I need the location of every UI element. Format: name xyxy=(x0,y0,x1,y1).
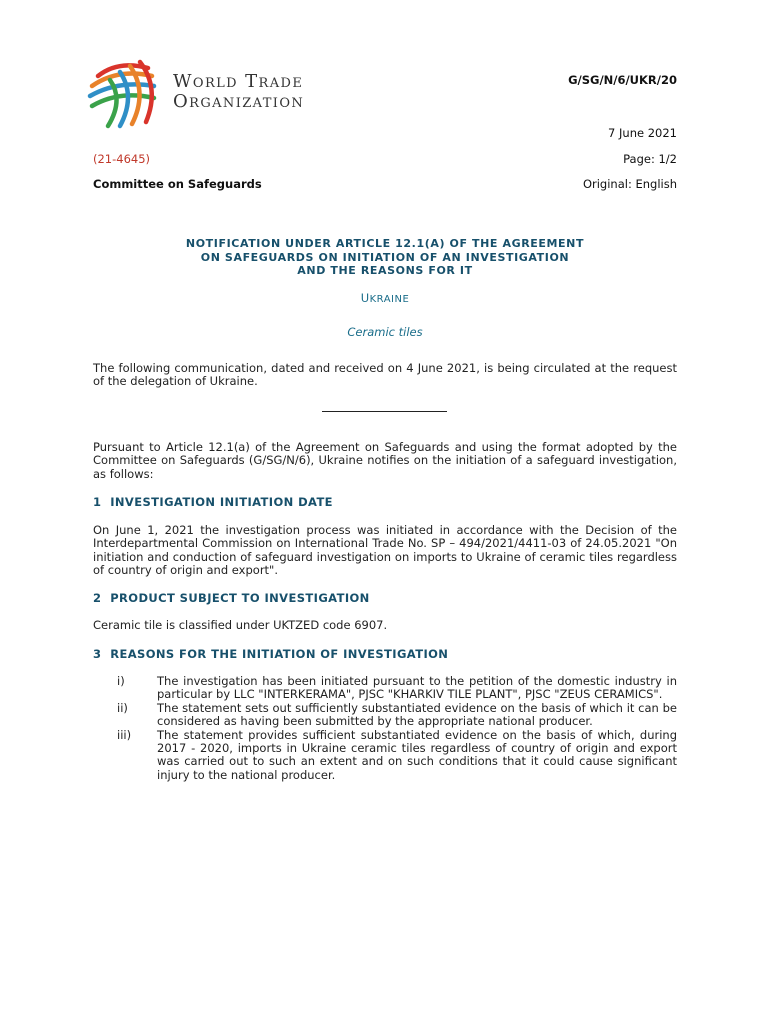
title-line3: AND THE REASONS FOR IT xyxy=(297,264,473,277)
separator-line xyxy=(322,411,447,412)
list-item-text: The investigation has been initiated pursuant to the petition of the domestic industry in particular by LLC "INTERKERAMA", PJSC "KHARKIV TILE PLANT", PJSC "ZEUS CERAMICS". xyxy=(157,674,677,702)
organization-name xyxy=(173,72,304,112)
list-item xyxy=(93,702,677,729)
section1-paragraph: On June 1, 2021 the investigation process was initiated in accordance with the Decision of the Interdepartmental Commission on International Trade No. SP – 494/2021/4411-03 of 24.05.2021 "On initiation and conduction of safeguard investigation on imports to Ukraine of ceramic tiles regardless of country of origin and export". xyxy=(93,523,677,578)
document-title xyxy=(93,237,677,278)
original-language: Original: English xyxy=(582,177,677,191)
list-item-text: The statement sets out sufficiently substantiated evidence on the basis of which it can be considered as having been submitted by the appropriate national producer. xyxy=(157,700,677,729)
section-heading-3: 3 REASONS FOR THE INITIATION OF INVESTIGATION xyxy=(93,647,449,661)
section2-paragraph: Ceramic tile is classified under UKTZED code 6907. xyxy=(93,618,388,632)
country-initial: U xyxy=(360,291,370,305)
section-heading-2: 2 PRODUCT SUBJECT TO INVESTIGATION xyxy=(93,591,370,605)
section-heading-1: 1 INVESTIGATION INITIATION DATE xyxy=(93,495,333,509)
job-number: (21-4645) xyxy=(93,152,151,166)
committee-name: Committee on Safeguards xyxy=(93,177,262,191)
product-name: Ceramic tiles xyxy=(347,325,423,339)
org-name-line1: World Trade xyxy=(173,71,304,92)
title-line1: NOTIFICATION UNDER ARTICLE 12.1(A) OF THE AGREEMENT xyxy=(185,237,585,250)
country-rest: KRAINE xyxy=(369,294,410,305)
document-date: 7 June 2021 xyxy=(608,126,677,140)
reasons-list xyxy=(93,675,677,782)
intro-paragraph: The following communication, dated and received on 4 June 2021, is being circulated at the request of the delegation of Ukraine. xyxy=(93,361,677,389)
list-item xyxy=(93,729,677,783)
document-symbol: G/SG/N/6/UKR/20 xyxy=(568,73,677,87)
list-item-number: iii) xyxy=(117,727,132,742)
list-item xyxy=(93,675,677,702)
wto-logo xyxy=(84,58,334,130)
wto-emblem-icon xyxy=(84,58,166,130)
country-name xyxy=(93,291,677,305)
page-number: Page: 1/2 xyxy=(623,152,677,166)
org-name-line2: Organization xyxy=(173,91,305,112)
list-item-number: ii) xyxy=(117,700,128,715)
list-item-text: The statement provides sufficient substantiated evidence on the basis of which, during 2017 - 2020, imports in Ukraine ceramic tiles regardless of country of origin and export was carried out to such an extent and on such conditions that it could cause significant injury to the national producer. xyxy=(157,727,677,782)
list-item-number: i) xyxy=(117,674,125,688)
pursuant-paragraph: Pursuant to Article 12.1(a) of the Agreement on Safeguards and using the format adopted by the Committee on Safeguards (G/SG/N/6), Ukraine notifies on the initiation of a safeguard investigation, as follows: xyxy=(93,440,677,481)
title-line2: ON SAFEGUARDS ON INITIATION OF AN INVESTIGATION xyxy=(200,250,570,264)
